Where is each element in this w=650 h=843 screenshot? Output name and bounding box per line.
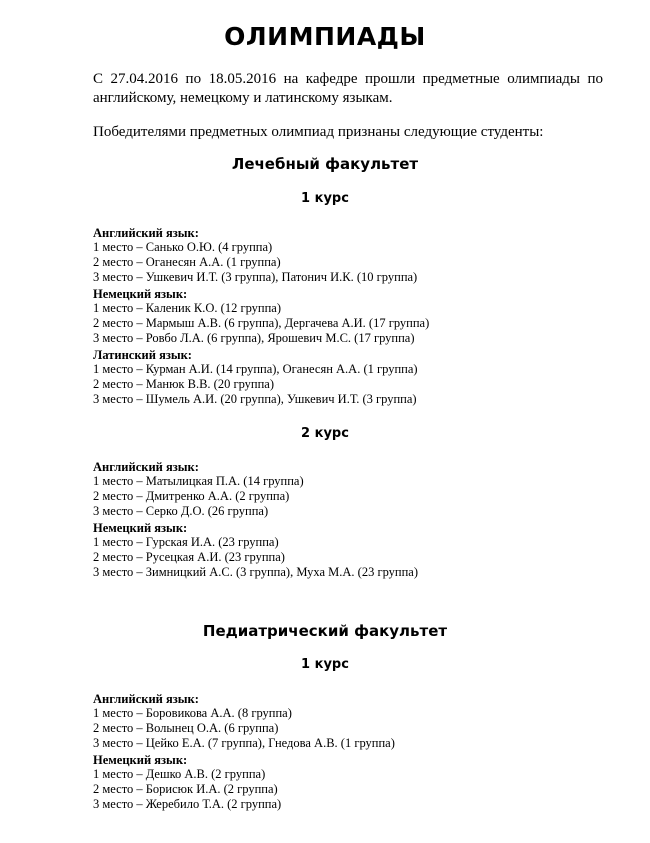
language-heading: Латинский язык: bbox=[93, 348, 192, 362]
page-title: ОЛИМПИАДЫ bbox=[224, 22, 426, 51]
place-line: 3 место – Ровбо Л.А. (6 группа), Ярошевич М.С. (17 группа) bbox=[93, 331, 415, 345]
place-line: 1 место – Дешко А.В. (2 группа) bbox=[93, 767, 266, 781]
place-line: 1 место – Каленик К.О. (12 группа) bbox=[93, 301, 282, 315]
place-line: 1 место – Курман А.И. (14 группа), Оганесян А.А. (1 группа) bbox=[93, 362, 418, 376]
place-line: 3 место – Шумель А.И. (20 группа), Ушкевич И.Т. (3 группа) bbox=[93, 392, 417, 406]
place-line: 3 место – Зимницкий А.С. (3 группа), Муха М.А. (23 группа) bbox=[93, 565, 418, 579]
course-heading: 1 курс bbox=[301, 657, 349, 672]
place-line: 1 место – Боровикова А.А. (8 группа) bbox=[93, 706, 292, 720]
intro-line: С 27.04.2016 по 18.05.2016 на кафедре прошли предметные олимпиады по bbox=[93, 71, 603, 87]
place-line: 1 место – Санько О.Ю. (4 группа) bbox=[93, 240, 273, 254]
place-line: 2 место – Русецкая А.И. (23 группа) bbox=[93, 550, 285, 564]
place-line: 2 место – Мармыш А.В. (6 группа), Дергачева А.И. (17 группа) bbox=[93, 316, 430, 330]
intro-paragraph bbox=[93, 70, 603, 108]
place-line: 3 место – Цейко Е.А. (7 группа), Гнедова А.В. (1 группа) bbox=[93, 736, 395, 750]
place-line: 2 место – Волынец О.А. (6 группа) bbox=[93, 721, 279, 735]
winners-intro: Победителями предметных олимпиад признаны следующие студенты: bbox=[93, 124, 544, 140]
language-heading: Английский язык: bbox=[93, 460, 199, 474]
place-line: 2 место – Борисюк И.А. (2 группа) bbox=[93, 782, 278, 796]
place-line: 2 место – Дмитренко А.А. (2 группа) bbox=[93, 489, 290, 503]
language-heading: Немецкий язык: bbox=[93, 753, 188, 767]
language-heading: Немецкий язык: bbox=[93, 521, 188, 535]
course-heading: 2 курс bbox=[301, 426, 349, 441]
place-line: 1 место – Гурская И.А. (23 группа) bbox=[93, 535, 279, 549]
course-results bbox=[93, 692, 633, 812]
course-results bbox=[93, 460, 633, 580]
place-line: 2 место – Оганесян А.А. (1 группа) bbox=[93, 255, 281, 269]
place-line: 3 место – Жеребило Т.А. (2 группа) bbox=[93, 797, 282, 811]
language-heading: Английский язык: bbox=[93, 692, 199, 706]
language-heading: Немецкий язык: bbox=[93, 287, 188, 301]
place-line: 3 место – Ушкевич И.Т. (3 группа), Патонич И.К. (10 группа) bbox=[93, 270, 418, 284]
place-line: 3 место – Серко Д.О. (26 группа) bbox=[93, 504, 269, 518]
faculty-heading: Лечебный факультет bbox=[231, 155, 419, 173]
place-line: 2 место – Манюк В.В. (20 группа) bbox=[93, 377, 275, 391]
language-heading: Английский язык: bbox=[93, 226, 199, 240]
faculty-heading: Педиатрический факультет bbox=[202, 622, 448, 640]
intro-line: английскому, немецкому и латинскому языкам. bbox=[93, 90, 393, 106]
course-results bbox=[93, 226, 633, 407]
place-line: 1 место – Матылицкая П.А. (14 группа) bbox=[93, 474, 304, 488]
course-heading: 1 курс bbox=[301, 191, 349, 206]
